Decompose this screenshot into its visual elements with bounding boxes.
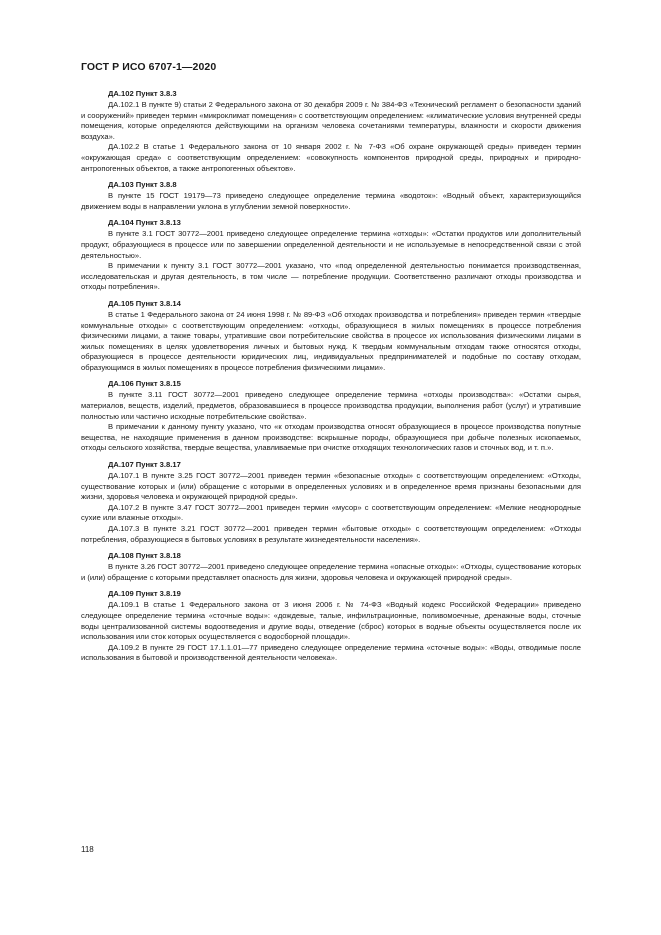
section-heading: ДА.107 Пункт 3.8.17 bbox=[108, 460, 181, 470]
section-heading: ДА.109 Пункт 3.8.19 bbox=[108, 589, 181, 599]
section-heading: ДА.103 Пункт 3.8.8 bbox=[108, 180, 177, 190]
document-body bbox=[81, 88, 581, 664]
paragraph: В пункте 15 ГОСТ 19179—73 приведено следующее определение термина «водоток»: «Водный объект, характеризующийся движением воды в направлении уклона в углублении земной поверхности». bbox=[81, 191, 581, 211]
paragraph: В примечании к данному пункту указано, что «к отходам производства относят образующиеся в процессе производства попутные вещества, не находящие применения в данном производстве: вскрышные породы, образующиеся при добыче полезных ископаемых, отходы сельского хозяйства, твердые вещества, улавливаемые при очистке отходящих технологических газов и сточных вод, и т. п.». bbox=[81, 422, 581, 453]
paragraph: ДА.109.1 В статье 1 Федерального закона от 3 июня 2006 г. № 74-ФЗ «Водный кодекс Российской Федерации» приведено следующее определение термина «сточные воды»: «дождевые, талые, инфильтрационные, поливомоечные, дренажные воды, сточные воды централизованной системы водоотведения и другие воды, отведение (сброс) которых в водные объекты осуществляется после их использования или сток которых осуществляется с водосборной площади». bbox=[81, 600, 581, 642]
document-header: ГОСТ Р ИСО 6707-1—2020 bbox=[81, 61, 217, 73]
section-heading: ДА.104 Пункт 3.8.13 bbox=[108, 218, 181, 228]
paragraph: В статье 1 Федерального закона от 24 июня 1998 г. № 89-ФЗ «Об отходах производства и потребления» приведен термин «твердые коммунальные отходы» с соответствующим определением: «отходы, образующиеся в жилых помещениях в процессе потребления физическими лицами, а также товары, утратившие свои потребительские свойства в процессе их использования физическими лицами в жилых помещениях в целях удовлетворения личных и бытовых нужд. К твердым коммунальным отходам также относятся отходы, образующиеся в процессе деятельности юридических лиц, индивидуальных предпринимателей и подобные по составу отходам, образующимся в жилых помещениях в процессе потребления физическими лицами». bbox=[81, 309, 581, 372]
paragraph: ДА.109.2 В пункте 29 ГОСТ 17.1.1.01—77 приведено следующее определение термина «сточные воды»: «Воды, отводимые после использования в бытовой и производственной деятельности человека». bbox=[81, 642, 581, 663]
section-heading: ДА.108 Пункт 3.8.18 bbox=[108, 551, 181, 561]
page-number: 118 bbox=[81, 845, 94, 854]
paragraph: В примечании к пункту 3.1 ГОСТ 30772—2001 указано, что «под определенной деятельностью понимается производственная, исследовательская и другая деятельность, в том числе — потребление продукции. Соответственно различают отходы производства и отходы потребления». bbox=[81, 261, 581, 292]
paragraph: ДА.107.3 В пункте 3.21 ГОСТ 30772—2001 приведен термин «бытовые отходы» с соответствующим определением: «Отходы потребления, образующиеся в бытовых условиях в результате жизнедеятельности населения». bbox=[81, 524, 581, 544]
paragraph: ДА.102.2 В статье 1 Федерального закона от 10 января 2002 г. № 7-ФЗ «Об охране окружающей среды» приведен термин «окружающая среда» с соответствующим определением: «совокупность компонентов природной среды, природных и природно-антропогенных объектов, а также антропогенных объектов». bbox=[81, 142, 581, 173]
paragraph: В пункте 3.11 ГОСТ 30772—2001 приведено следующее определение термина «отходы производства»: «Остатки сырья, материалов, веществ, изделий, предметов, образовавшиеся в процессе производства продукции, выполнения работ (услуг) и утратившие полностью или частично исходные потребительские свойства». bbox=[81, 390, 581, 421]
paragraph: ДА.107.2 В пункте 3.47 ГОСТ 30772—2001 приведен термин «мусор» с соответствующим определением: «Мелкие неоднородные сухие или влажные отходы». bbox=[81, 502, 581, 523]
paragraph: В пункте 3.26 ГОСТ 30772—2001 приведено следующее определение термина «опасные отходы»: «Отходы, существование которых и (или) обращение с которыми представляет опасность для жизни, здоровья человека и окружающей природной среды». bbox=[81, 562, 581, 582]
section-heading: ДА.105 Пункт 3.8.14 bbox=[108, 298, 181, 308]
paragraph: ДА.107.1 В пункте 3.25 ГОСТ 30772—2001 приведен термин «безопасные отходы» с соответствующим определением: «Отходы, существование которых и (или) обращение с которыми в определенных условиях и в определенное время признаны безопасными для жизни, здоровья человека и окружающей природной среды». bbox=[81, 471, 581, 502]
paragraph: В пункте 3.1 ГОСТ 30772—2001 приведено следующее определение термина «отходы»: «Остатки продуктов или дополнительный продукт, образующиеся в процессе или по завершении определенной деятельности и не используемые в непосредственной связи с этой деятельностью». bbox=[81, 229, 581, 260]
paragraph: ДА.102.1 В пункте 9) статьи 2 Федерального закона от 30 декабря 2009 г. № 384-ФЗ «Технический регламент о безопасности зданий и сооружений» приведен термин «микроклимат помещения» с соответствующим определением: «климатические условия внутренней среды помещения, которые определяются действующими на организм человека сочетаниями температуры, влажности и скорости движения воздуха». bbox=[81, 100, 581, 141]
section-heading: ДА.106 Пункт 3.8.15 bbox=[108, 379, 181, 389]
section-heading: ДА.102 Пункт 3.8.3 bbox=[108, 89, 177, 98]
